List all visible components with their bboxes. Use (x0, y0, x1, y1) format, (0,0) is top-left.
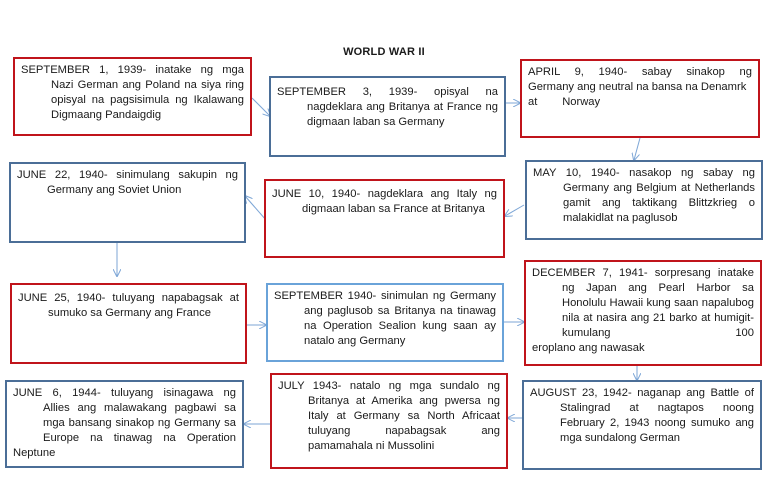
event-box-jun-6-1944 (5, 380, 244, 468)
event-text: Allies ang malawakang pagbawi sa mga bansang sinakop ng Germany sa Europe na tinawag na Operation (43, 402, 236, 444)
event-text: nagdeklara ang Britanya at France ng digmaan laban sa Germany (307, 101, 498, 128)
event-line-1: JUNE 6, 1944- tuluyang isinagawa ng (13, 387, 236, 399)
diagram-title: WORLD WAR II (343, 46, 425, 58)
event-box-jun-25-1940 (10, 283, 247, 364)
event-line-1: JUNE 10, 1940- nagdeklara ang Italy ng (272, 188, 497, 200)
event-text: Stalingrad at nagtapos noong February 2, 1943 noong sumuko ang mga sundalong German (560, 402, 754, 444)
event-box-jun-22-1940 (9, 162, 246, 243)
event-box-jul-1943 (270, 373, 508, 469)
event-text: Britanya at Amerika ang pwersa ng Italy at Germany sa North Africaat tuluyang napabagsak ang pamamahala ni Mussolini (308, 395, 500, 452)
event-line-1: SEPTEMBER 3, 1939- opisyal na (277, 86, 498, 98)
event-line-1: AUGUST 23, 1942- naganap ang Battle of (530, 387, 754, 399)
event-line-1: APRIL 9, 1940- sabay sinakop ng (528, 66, 752, 78)
event-text: ng Japan ang Pearl Harbor sa Honolulu Hawaii kung saan napalubog nila at nasira ang 21 barko at humigit-kumulang 100 (562, 282, 754, 339)
event-line-1: SEPTEMBER 1, 1939- inatake ng mga (21, 64, 244, 76)
arrow-jun10-to-jun22 (245, 196, 266, 220)
event-box-dec-7-1941 (524, 260, 762, 366)
event-text: sumuko sa Germany ang France (48, 307, 211, 319)
event-box-sep-1940 (266, 283, 504, 362)
event-line-1: JUNE 25, 1940- tuluyang napabagsak at (18, 292, 239, 304)
event-text: Nazi German ang Poland na siya ring opisyal na pagsisimula ng Ikalawang Digmaang Pandaigdig (51, 79, 244, 121)
event-box-may-10-1940 (525, 160, 763, 240)
event-text: Germany ang neutral na bansa na Denamrk at Norway (528, 81, 750, 108)
event-text: ang paglusob sa Britanya na tinawag na Operation Sealion kung saan ay natalo ang Germany (304, 305, 496, 347)
event-text: digmaan laban sa France at Britanya (302, 203, 485, 215)
event-line-1: MAY 10, 1940- nasakop ng sabay ng (533, 167, 755, 179)
event-box-sep-1-1939 (13, 57, 252, 136)
event-line-1: SEPTEMBER 1940- sinimulan ng Germany (274, 290, 496, 302)
arrow-apr9-to-may10 (634, 138, 640, 160)
event-box-aug-23-1942 (522, 380, 762, 470)
arrow-may10-to-jun10 (505, 205, 524, 216)
event-box-sep-3-1939 (269, 76, 506, 157)
event-text: Germany ang Soviet Union (47, 184, 182, 196)
event-last-line: eroplano ang nawasak (532, 342, 645, 354)
arrow-sep1-to-sep3 (252, 98, 270, 116)
event-line-1: DECEMBER 7, 1941- sorpresang inatake (532, 267, 754, 279)
event-text: Germany ang Belgium at Netherlands gamit ang taktikang Blittzkrieg o malakidlat na paglusob (563, 182, 755, 224)
event-box-apr-9-1940 (520, 59, 760, 138)
event-box-jun-10-1940 (264, 179, 505, 258)
event-line-1: JUNE 22, 1940- sinimulang sakupin ng (17, 169, 238, 181)
event-line-1: JULY 1943- natalo ng mga sundalo ng (278, 380, 500, 392)
event-last-line: Neptune (13, 447, 56, 459)
